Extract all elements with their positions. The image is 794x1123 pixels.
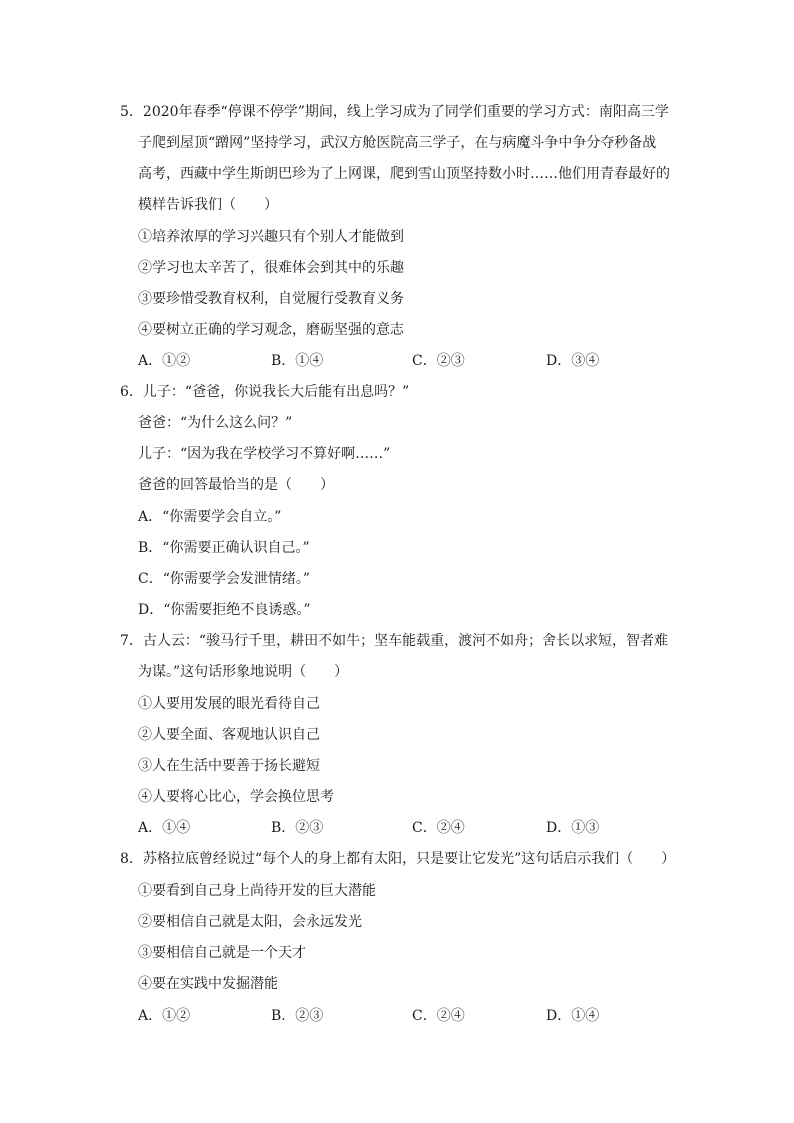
question-6-stem-line-1: 6．儿子：“爸爸，你说我长大后能有出息吗？” (120, 384, 410, 400)
question-5-item-1: ①培养浓厚的学习兴趣只有个别人才能做到 (138, 229, 404, 245)
question-5-stem-line-2: 子爬到屋顶“蹭网”坚持学习，武汉方舱医院高三学子，在与病魔斗争中争分夺秒备战 (138, 135, 657, 151)
question-8-item-2: ②要相信自己就是太阳，会永远发光 (138, 914, 362, 930)
question-5-stem-line-3: 高考，西藏中学生斯朗巴珍为了上网课，爬到雪山顶坚持数小时……他们用青春最好的 (138, 166, 670, 182)
question-5-option-c[interactable]: C．②③ (412, 353, 465, 369)
question-5-option-a[interactable]: A．①② (138, 353, 191, 369)
question-5-item-3: ③要珍惜受教育权利，自觉履行受教育义务 (138, 291, 404, 307)
question-7-item-4: ④人要将心比心，学会换位思考 (138, 789, 334, 805)
question-8-stem-line-1: 8．苏格拉底曾经说过“每个人的身上都有太阳，只是要让它发光”这句话启示我们（ ） (120, 851, 676, 867)
question-8-item-1: ①要看到自己身上尚待开发的巨大潜能 (138, 883, 376, 899)
question-5-item-4: ④要树立正确的学习观念，磨砺坚强的意志 (138, 322, 404, 338)
question-8-option-a[interactable]: A．①② (138, 1008, 191, 1024)
question-7-option-c[interactable]: C．②④ (412, 820, 465, 836)
question-7-option-a[interactable]: A．①④ (138, 820, 191, 836)
question-7-option-d[interactable]: D．①③ (546, 820, 600, 836)
question-6-stem-line-2: 爸爸：“为什么这么问？” (138, 415, 293, 431)
question-7-option-b[interactable]: B．②③ (271, 820, 324, 836)
question-8-option-d[interactable]: D．①④ (546, 1008, 600, 1024)
question-5-item-2: ②学习也太辛苦了，很难体会到其中的乐趣 (138, 260, 404, 276)
question-5-stem-line-4: 模样告诉我们（ ） (138, 197, 278, 213)
question-8-item-3: ③要相信自己就是一个天才 (138, 945, 306, 961)
question-6-option-c[interactable]: C．“你需要学会发泄情绪。” (138, 571, 311, 587)
question-8-item-4: ④要在实践中发掘潜能 (138, 976, 278, 992)
question-7-item-2: ②人要全面、客观地认识自己 (138, 727, 320, 743)
question-6-stem-line-4: 爸爸的回答最恰当的是（ ） (138, 477, 334, 493)
question-8-option-c[interactable]: C．②④ (412, 1008, 465, 1024)
question-5-option-b[interactable]: B．①④ (271, 353, 324, 369)
question-6-option-a[interactable]: A．“你需要学会自立。” (138, 509, 282, 525)
question-6-option-b[interactable]: B．“你需要正确认识自己。” (138, 540, 310, 556)
question-7-stem-line-2: 为谋。”这句话形象地说明（ ） (138, 664, 349, 680)
question-6-stem-line-3: 儿子：“因为我在学校学习不算好啊……” (138, 446, 391, 462)
question-7-stem-line-1: 7．古人云：“骏马行千里，耕田不如牛；坚车能载重，渡河不如舟；舍长以求短，智者难 (120, 633, 669, 649)
question-6-option-d[interactable]: D．“你需要拒绝不良诱惑。” (138, 602, 311, 618)
question-7-item-3: ③人在生活中要善于扬长避短 (138, 758, 320, 774)
question-7-item-1: ①人要用发展的眼光看待自己 (138, 696, 320, 712)
question-5-option-d[interactable]: D．③④ (546, 353, 600, 369)
question-8-option-b[interactable]: B．②③ (271, 1008, 324, 1024)
question-5-stem-line-1: 5．2020年春季“停课不停学”期间，线上学习成为了同学们重要的学习方式：南阳高三学 (120, 104, 669, 120)
